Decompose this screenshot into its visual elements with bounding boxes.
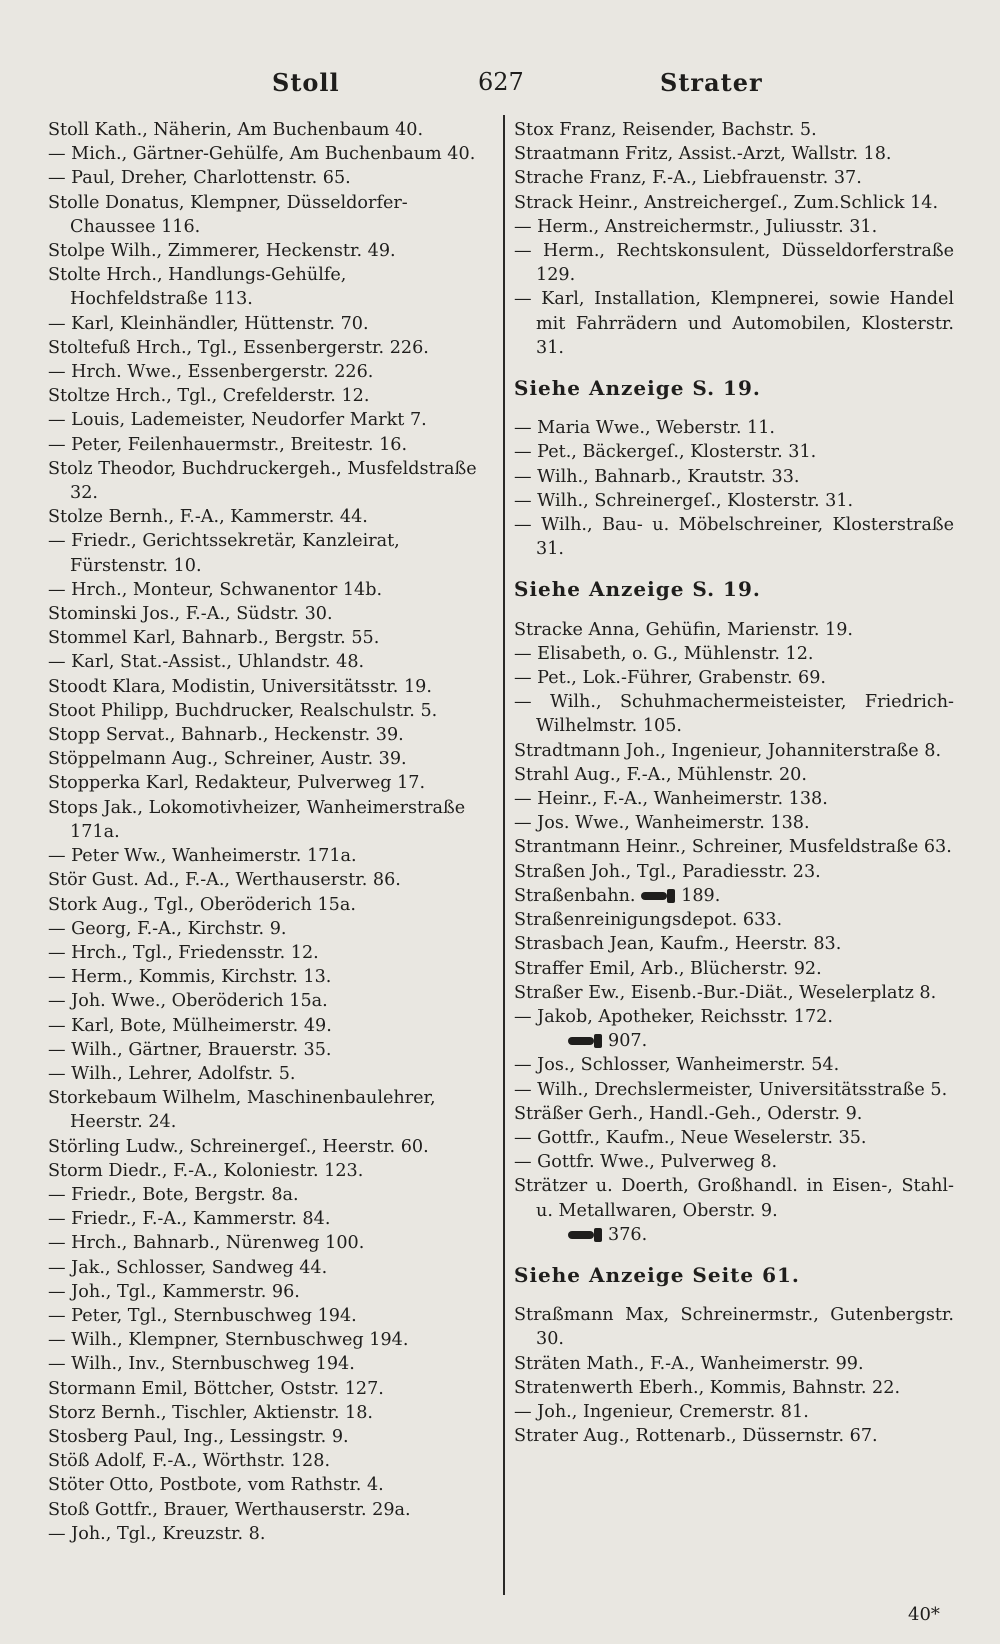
directory-entry: — Louis, Lademeister, Neudorfer Markt 7.: [48, 410, 427, 431]
directory-entry: Stox Franz, Reisender, Bachstr. 5.: [514, 120, 817, 140]
directory-entry: — Wilh., Bau- u. Möbelschreiner, Klosterstraße 31.: [514, 515, 954, 560]
directory-entry: Strater Aug., Rottenarb., Düssernstr. 67.: [514, 1426, 878, 1447]
directory-entry: — Wilh., Inv., Sternbuschweg 194.: [48, 1354, 355, 1375]
directory-entry: — Pet., Lok.-Führer, Grabenstr. 69.: [514, 668, 827, 689]
left-column: [48, 118, 484, 1546]
directory-entry: Strätzer u. Doerth, Großhandl. in Eisen-, Stahl- u. Metallwaren, Oberstr. 9.: [514, 1176, 954, 1221]
directory-entry: Stolte Hrch., Handlungs-Gehülfe, Hochfeldstraße 113.: [48, 265, 347, 310]
directory-entry: Stormann Emil, Böttcher, Oststr. 127.: [48, 1378, 384, 1399]
directory-entry: Straßenreinigungsdepot. 633.: [514, 910, 783, 931]
directory-entry: Stratenwerth Eberh., Kommis, Bahnstr. 22.: [514, 1377, 901, 1398]
directory-entry: — Joh. Wwe., Oberöderich 15a.: [48, 991, 328, 1012]
directory-entry: Stominski Jos., F.-A., Südstr. 30.: [48, 604, 333, 625]
telephone-number: 189.: [681, 885, 721, 906]
directory-entry: — Mich., Gärtner-Gehülfe, Am Buchenbaum 40.: [48, 144, 476, 165]
directory-entry: Strantmann Heinr., Schreiner, Musfeldstraße 63.: [514, 837, 952, 858]
directory-entry: Stoß Gottfr., Brauer, Werthauserstr. 29a.: [48, 1499, 411, 1520]
directory-entry: — Gottfr., Kaufm., Neue Weselerstr. 35.: [514, 1127, 867, 1148]
directory-entry: Storz Bernh., Tischler, Aktienstr. 18.: [48, 1402, 374, 1423]
directory-entry: Stopp Servat., Bahnarb., Heckenstr. 39.: [48, 725, 404, 746]
directory-entry: — Maria Wwe., Weberstr. 11.: [514, 418, 776, 439]
directory-entry: Stör Gust. Ad., F.-A., Werthauserstr. 86.: [48, 870, 401, 891]
directory-entry: — Wilh., Gärtner, Brauerstr. 35.: [48, 1039, 332, 1060]
directory-entry: — Wilh., Klempner, Sternbuschweg 194.: [48, 1330, 409, 1351]
directory-entry: [514, 1029, 954, 1053]
directory-entry: Stolle Donatus, Klempner, Düsseldorfer-Chaussee 116.: [48, 192, 408, 237]
directory-entry: — Heinr., F.-A., Wanheimerstr. 138.: [514, 789, 828, 810]
directory-entry: Sträten Math., F.-A., Wanheimerstr. 99.: [514, 1353, 864, 1374]
directory-entry: Stracke Anna, Gehüfin, Marienstr. 19.: [514, 619, 853, 640]
directory-entry: — Peter, Tgl., Sternbuschweg 194.: [48, 1305, 357, 1326]
directory-entry: — Wilh., Schuhmachermeisteister, Friedrich-Wilhelmstr. 105.: [514, 692, 954, 737]
directory-entry: — Gottfr. Wwe., Pulverweg 8.: [514, 1152, 778, 1173]
telephone-icon: [568, 1036, 602, 1046]
directory-entry: Stoot Philipp, Buchdrucker, Realschulstr. 5.: [48, 700, 438, 721]
telephone-icon: [568, 1230, 602, 1240]
page-number: 627: [478, 68, 524, 96]
advertisement-reference: Siehe Anzeige Seite 61.: [514, 1262, 800, 1287]
directory-entry: — Wilh., Bahnarb., Krautstr. 33.: [514, 466, 800, 487]
directory-entry: Störling Ludw., Schreinergeſ., Heerstr. 60.: [48, 1136, 429, 1157]
directory-entry: Stommel Karl, Bahnarb., Bergstr. 55.: [48, 628, 380, 649]
directory-entry: Stolpe Wilh., Zimmerer, Heckenstr. 49.: [48, 241, 396, 262]
column-divider: [503, 115, 505, 1595]
header-left-keyword: Stoll: [272, 68, 340, 97]
directory-entry: Stöter Otto, Postbote, vom Rathstr. 4.: [48, 1475, 384, 1496]
directory-entry: Stoltefuß Hrch., Tgl., Essenbergerstr. 226.: [48, 337, 429, 358]
directory-entry: [514, 884, 954, 908]
directory-entry: — Herm., Anstreichermstr., Juliusstr. 31.: [514, 216, 878, 237]
directory-entry: — Paul, Dreher, Charlottenstr. 65.: [48, 168, 351, 189]
directory-entry: — Hrch. Wwe., Essenbergerstr. 226.: [48, 362, 374, 383]
directory-entry: Storkebaum Wilhelm, Maschinenbaulehrer, Heerstr. 24.: [48, 1088, 436, 1133]
directory-entry: Stopperka Karl, Redakteur, Pulverweg 17.: [48, 773, 426, 794]
directory-entry: Stöß Adolf, F.-A., Wörthstr. 128.: [48, 1451, 331, 1472]
directory-entry: Stoltze Hrch., Tgl., Crefelderstr. 12.: [48, 386, 370, 407]
directory-entry: — Jakob, Apotheker, Reichsstr. 172.: [514, 1006, 833, 1027]
directory-entry: — Peter Ww., Wanheimerstr. 171a.: [48, 846, 357, 867]
directory-entry: — Jos., Schlosser, Wanheimerstr. 54.: [514, 1055, 840, 1076]
directory-entry: Stoll Kath., Näherin, Am Buchenbaum 40.: [48, 120, 424, 140]
directory-entry: — Karl, Bote, Mülheimerstr. 49.: [48, 1015, 332, 1036]
directory-entry: Stradtmann Joh., Ingenieur, Johanniterstraße 8.: [514, 740, 942, 761]
directory-entry: Strahl Aug., F.-A., Mühlenstr. 20.: [514, 764, 807, 785]
directory-entry: Storm Diedr., F.-A., Koloniestr. 123.: [48, 1160, 364, 1181]
directory-entry: Strasbach Jean, Kaufm., Heerstr. 83.: [514, 934, 842, 955]
directory-entry: — Joh., Tgl., Kreuzstr. 8.: [48, 1523, 266, 1544]
directory-entry: Stolze Bernh., F.-A., Kammerstr. 44.: [48, 507, 368, 528]
directory-entry: — Hrch., Tgl., Friedensstr. 12.: [48, 942, 319, 963]
page-header: [0, 62, 1000, 102]
directory-entry: — Joh., Tgl., Kammerstr. 96.: [48, 1281, 300, 1302]
directory-entry: — Jak., Schlosser, Sandweg 44.: [48, 1257, 328, 1278]
directory-entry: — Joh., Ingenieur, Cremerstr. 81.: [514, 1401, 809, 1422]
directory-entry: — Pet., Bäckergeſ., Klosterstr. 31.: [514, 442, 817, 463]
directory-entry: — Wilh., Schreinergeſ., Klosterstr. 31.: [514, 490, 854, 511]
directory-entry: — Jos. Wwe., Wanheimerstr. 138.: [514, 813, 810, 834]
advertisement-reference: Siehe Anzeige S. 19.: [514, 577, 761, 602]
directory-entry: Strache Franz, F.-A., Liebfrauenstr. 37.: [514, 168, 862, 189]
header-right-keyword: Strater: [660, 68, 763, 97]
directory-entry: — Hrch., Bahnarb., Nürenweg 100.: [48, 1233, 365, 1254]
directory-entry: — Georg, F.-A., Kirchstr. 9.: [48, 918, 287, 939]
directory-entry: [514, 1223, 954, 1247]
directory-entry: — Peter, Feilenhauermstr., Breitestr. 16.: [48, 434, 408, 455]
directory-entry: — Karl, Kleinhändler, Hüttenstr. 70.: [48, 313, 369, 334]
directory-entry: — Wilh., Lehrer, Adolfstr. 5.: [48, 1063, 296, 1084]
telephone-icon: [641, 891, 675, 901]
directory-entry: — Karl, Installation, Klempnerei, sowie Handel mit Fahrrädern und Automobilen, Klosterstr. 31.: [514, 289, 954, 358]
directory-entry: Straatmann Fritz, Assist.-Arzt, Wallstr. 18.: [514, 144, 892, 165]
entry-name: Straßenbahn.: [514, 885, 636, 906]
directory-entry: Straßen Joh., Tgl., Paradiesstr. 23.: [514, 861, 821, 882]
directory-entry: — Herm., Rechtskonsulent, Düsseldorferstraße 129.: [514, 241, 954, 286]
directory-entry: — Wilh., Drechslermeister, Universitätsstraße 5.: [514, 1079, 948, 1100]
telephone-number: 907.: [608, 1031, 648, 1052]
directory-entry: Stosberg Paul, Ing., Lessingstr. 9.: [48, 1426, 349, 1447]
right-column: [514, 118, 954, 1448]
directory-entry: Straßmann Max, Schreinermstr., Gutenbergstr. 30.: [514, 1305, 954, 1350]
directory-entry: Sträßer Gerh., Handl.-Geh., Oderstr. 9.: [514, 1103, 863, 1124]
directory-entry: Straßer Ew., Eisenb.-Bur.-Diät., Weselerplatz 8.: [514, 982, 937, 1003]
directory-entry: Stoodt Klara, Modistin, Universitätsstr. 19.: [48, 676, 432, 697]
directory-entry: — Hrch., Monteur, Schwanentor 14b.: [48, 579, 383, 600]
telephone-number: 376.: [608, 1224, 648, 1245]
directory-entry: Stops Jak., Lokomotivheizer, Wanheimerstraße 171a.: [48, 797, 466, 842]
directory-entry: Strack Heinr., Anstreichergeſ., Zum.Schlick 14.: [514, 192, 939, 213]
signature-mark: 40*: [908, 1604, 940, 1625]
directory-entry: — Elisabeth, o. G., Mühlenstr. 12.: [514, 643, 814, 664]
directory-entry: — Herm., Kommis, Kirchstr. 13.: [48, 967, 332, 988]
directory-entry: — Friedr., Gerichtssekretär, Kanzleirat, Fürstenstr. 10.: [48, 531, 400, 576]
advertisement-reference: Siehe Anzeige S. 19.: [514, 376, 761, 401]
directory-entry: Stork Aug., Tgl., Oberöderich 15a.: [48, 894, 356, 915]
directory-entry: — Karl, Stat.-Assist., Uhlandstr. 48.: [48, 652, 365, 673]
directory-entry: — Friedr., F.-A., Kammerstr. 84.: [48, 1209, 331, 1230]
directory-entry: — Friedr., Bote, Bergstr. 8a.: [48, 1184, 299, 1205]
directory-entry: Stolz Theodor, Buchdruckergeh., Musfeldstraße 32.: [48, 458, 477, 504]
directory-entry: Straffer Emil, Arb., Blücherstr. 92.: [514, 958, 822, 979]
directory-entry: Stöppelmann Aug., Schreiner, Austr. 39.: [48, 749, 407, 770]
